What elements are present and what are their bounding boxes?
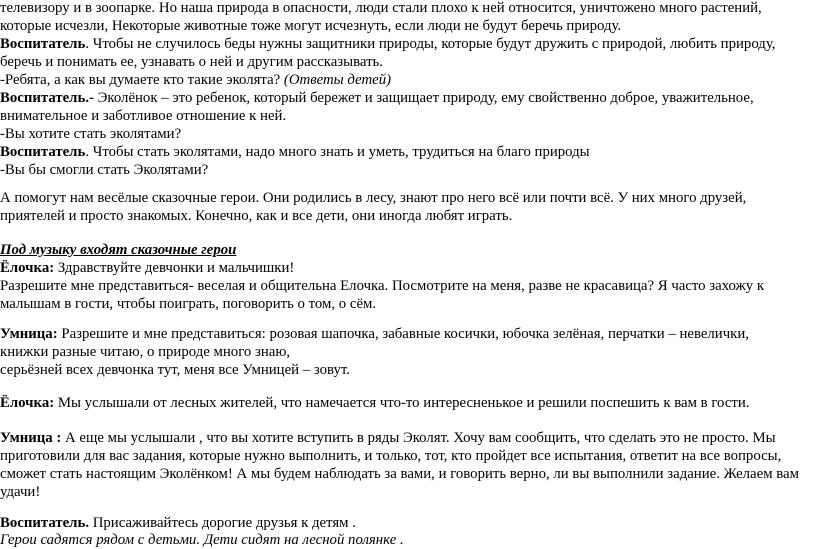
- paragraph-line: беречь и понимать ее, узнавать о ней и другим рассказывать.: [0, 54, 383, 70]
- speaker-label: Умница :: [0, 430, 62, 446]
- paragraph-line: книжки разные читаю, о природе много знаю,: [0, 344, 291, 360]
- stage-direction: Под музыку входят сказочные герои: [0, 242, 237, 258]
- paragraph-line: которые исчезли, Некоторые животные тоже могут исчезнуть, если люди не будут беречь природу.: [0, 18, 622, 34]
- stage-note: (Ответы детей): [283, 72, 392, 88]
- paragraph-line: серьёзней всех девчонка тут, меня все Умницей – зовут.: [0, 362, 350, 378]
- paragraph-line: удачи!: [0, 484, 41, 500]
- paragraph-line: Воспитатель. Чтобы не случилось беды нужны защитники природы, которые будут дружить с природой, любить природу,: [0, 36, 776, 52]
- speaker-label: Воспитатель.: [0, 515, 90, 531]
- paragraph-line: телевизору и в зоопарке. Но наша природа в опасности, люди стали плохо к ней относится, уничтожено много растений,: [0, 0, 762, 16]
- paragraph-line: малышам в гости, чтобы поиграть, поговорить о том, о сём.: [0, 296, 377, 312]
- paragraph-line: [0, 531, 404, 549]
- speaker-label: Умница:: [0, 326, 58, 342]
- paragraph-line: А помогут нам весёлые сказочные герои. Они родились в лесу, знают про него всё или почти всё. У них много друзей,: [0, 190, 747, 206]
- speaker-label: Воспитатель: [0, 144, 86, 160]
- speaker-label: Ёлочка:: [0, 395, 55, 411]
- paragraph-line: Воспитатель.- Эколёнок – это ребенок, который бережет и защищает природу, ему свойственно доброе, уважительное,: [0, 90, 754, 106]
- paragraph-line: Умница: Разрешите и мне представиться: розовая шапочка, забавные косички, юбочка зелёная, перчатки – невелички,: [0, 326, 749, 342]
- speaker-label: Воспитатель: [0, 36, 86, 52]
- paragraph-line: внимательное и заботливое отношение к ней.: [0, 108, 287, 124]
- paragraph-line: приготовили для вас задания, которые нужно выполнить, и только, тот, кто пройдет все испытания, ответит на все вопросы,: [0, 448, 782, 464]
- paragraph-line: Воспитатель. Чтобы стать эколятами, надо много знать и уметь, трудиться на благо природы: [0, 144, 590, 160]
- paragraph-line: Умница : А еще мы услышали , что вы хотите вступить в ряды Эколят. Хочу вам сообщить, что сделать это не просто. Мы: [0, 430, 776, 446]
- speaker-label: Ёлочка:: [0, 260, 55, 276]
- paragraph-line: Ёлочка: Мы услышали от лесных жителей, что намечается что-то интересненькое и решили поспешить к вам в гости.: [0, 395, 750, 411]
- paragraph-line: -Ребята, а как вы думаете кто такие эколята? (Ответы детей): [0, 72, 392, 88]
- paragraph-line: приятелей и просто знакомых. Конечно, как и все дети, они иногда любят играть.: [0, 208, 513, 224]
- paragraph-line: -Вы хотите стать эколятами?: [0, 126, 182, 142]
- paragraph-line: Воспитатель. Присаживайтесь дорогие друзья к детям .: [0, 515, 356, 531]
- paragraph-line: сможет стать настоящим Эколёнком! А мы будем наблюдать за вами, и говорить верно, ли вы выполнили задание. Желаем вам: [0, 466, 799, 482]
- paragraph-line: [0, 241, 236, 259]
- paragraph-line: Разрешите мне представиться- веселая и общительна Елочка. Посмотрите на меня, разве не красавица? Я часто захожу к: [0, 278, 765, 294]
- stage-direction: Герои садятся рядом с детьми. Дети сидят на лесной полянке .: [0, 532, 404, 548]
- speaker-label: Воспитатель.-: [0, 90, 94, 106]
- paragraph-line: -Вы бы смогли стать Эколятами?: [0, 162, 209, 178]
- paragraph-line: Ёлочка: Здравствуйте девчонки и мальчишки!: [0, 260, 295, 276]
